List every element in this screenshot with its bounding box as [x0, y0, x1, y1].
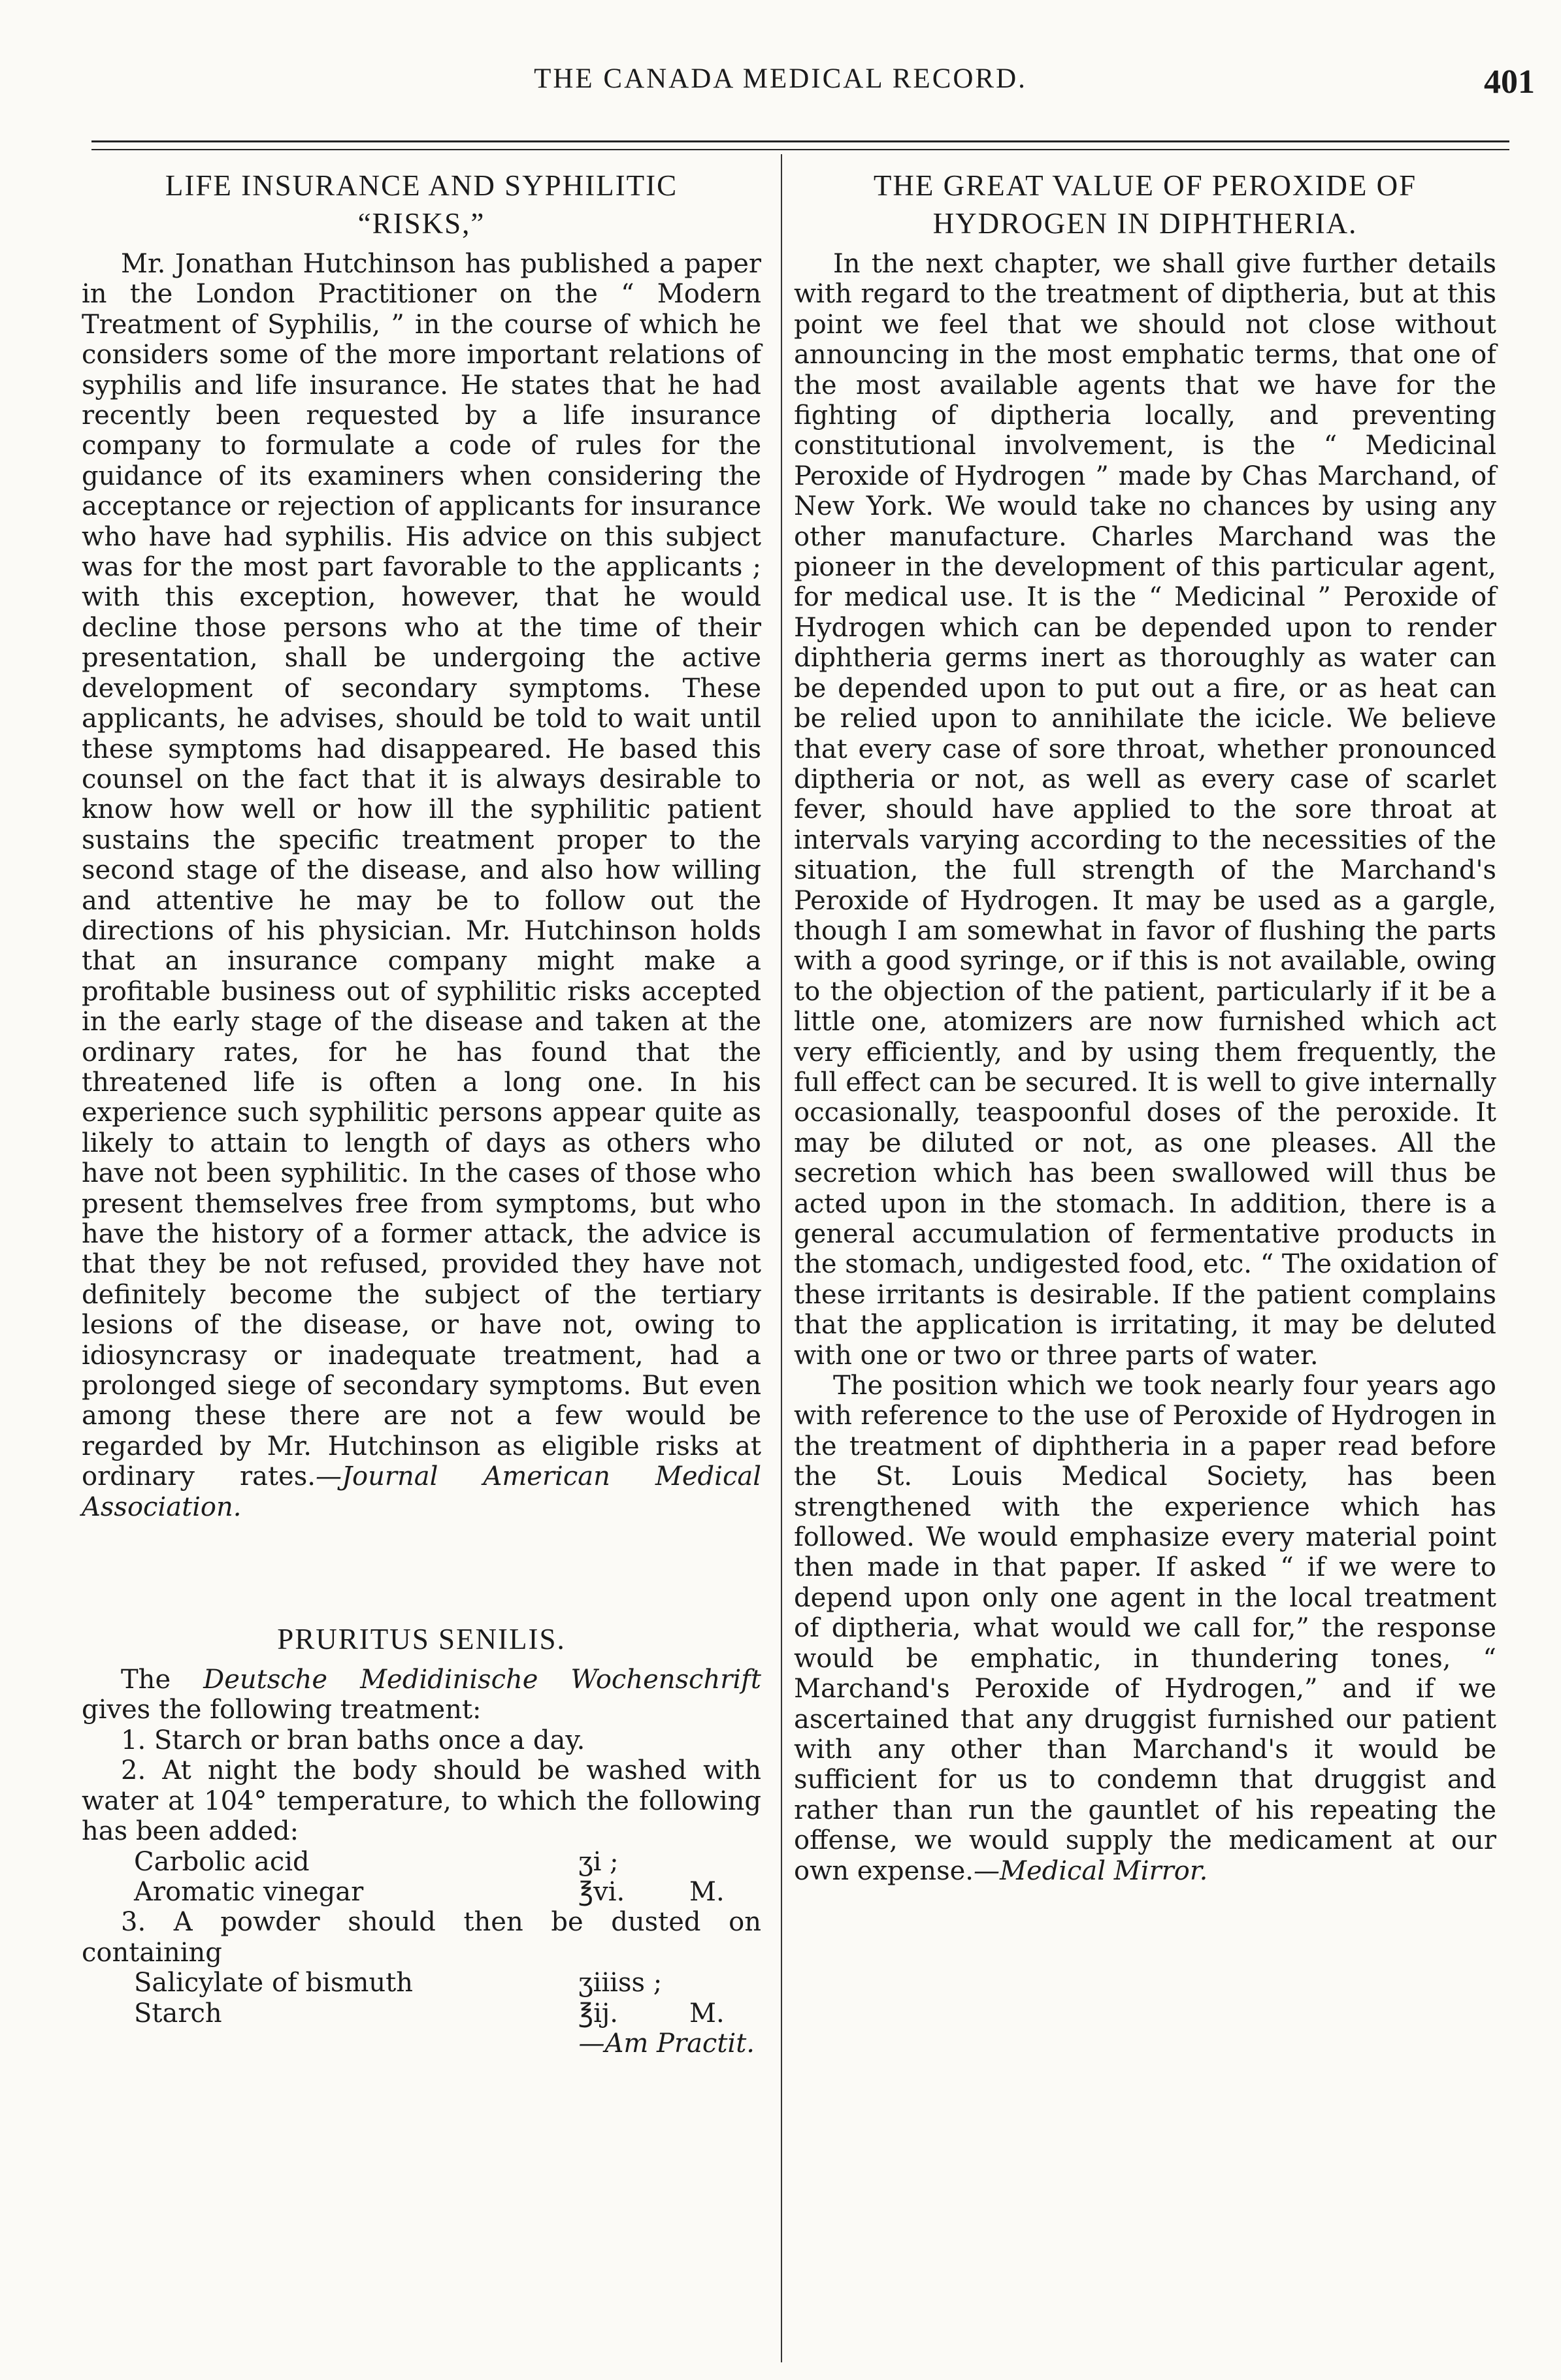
treatment-step-1: 1. Starch or bran baths once a day. [121, 1725, 585, 1755]
prescription-line [82, 1998, 761, 2029]
article-source: —Am Practit. [578, 2028, 755, 2059]
ingredient-mark [689, 1968, 755, 1998]
ingredient-dose: ʒiiiss ; [578, 1968, 663, 1998]
header-rule [91, 140, 1509, 142]
article-body [82, 249, 761, 1522]
prescription-2 [82, 1968, 761, 2029]
article-life-insurance [82, 167, 761, 1522]
treatment-intro [82, 1665, 761, 1725]
journal-name: Deutsche Medidinische Wochenschrift [203, 1665, 761, 1695]
article-spacer [82, 1522, 761, 1620]
treatment-step-3: 3. A powder should then be dusted on containing [82, 1907, 761, 1968]
left-column [82, 167, 761, 2059]
treatment-step-2: 2. At night the body should be washed with water at 104° temperature, to which the following has been added: [82, 1755, 761, 1847]
prescription-line [82, 1968, 761, 1998]
prescription-line [82, 1847, 761, 1877]
article-title [82, 167, 761, 242]
article-paragraph-2-text: The position which we took nearly four years ago with reference to the use of Peroxide of Hydrogen in the treatment of diphtheria in a paper read before the St. Louis Medical Society, has been strengthened with the experience which has followed. We would emphasize every material point then made in that paper. If asked “ if we were to depend upon only one agent in the local treatment of diptheria, what would we call for,” the response would be emphatic, in thundering tones, “ Marchand's Peroxide of Hydrogen,” and if we ascertained that any druggist furnished our patient with any other than Marchand's it would be sufficient for us to condemn that druggist and rather than run the gauntlet of his repeating the offense, we would supply the medicament at our own expense. [794, 1371, 1496, 1886]
column-divider [781, 154, 782, 2362]
ingredient-dose: ℥ij. [578, 1998, 619, 2029]
running-head [0, 63, 1561, 108]
prescription-1 [82, 1847, 761, 1908]
treatment-list [82, 1725, 761, 1847]
article-title-line-1: THE GREAT VALUE OF PEROXIDE OF [873, 169, 1417, 202]
ingredient-name: Aromatic vinegar [134, 1876, 364, 1907]
article-body-text: Mr. Jonathan Hutchinson has published a paper in the London Practitioner on the “ Modern Treatment of Syphilis, ” in the course of which he considers some of the more important relations of syphilis and life insurance. He states that he had recently been requested by a life insurance company to formulate a code of rules for the guidance of its examiners when considering the acceptance or rejection of applicants for insurance who have had syphilis. His advice on this subject was for the most part favorable to the applicants ; with this exception, however, that he would decline those persons who at the time of their presentation, shall be undergoing the active development of secondary symptoms. These applicants, he advises, should be told to wait until these symptoms had disappeared. He based this counsel on the fact that it is always desirable to know how well or how ill the syphilitic patient sustains the specific treatment proper to the second stage of the disease, and also how willing and attentive he may be to follow out the directions of his physician. Mr. Hutchinson holds that an insurance company might make a profitable business out of syphilitic risks accepted in the early stage of the disease and taken at the ordinary rates, for he has found that the threatened life is often a long one. In his experience such syphilitic persons appear quite as likely to attain to length of days as others who have not been syphilitic. In the cases of those who present themselves free from symptoms, but who have the history of a former attack, the advice is that they be not refused, provided they have not definitely become the subject of the tertiary lesions of the disease, or have not, owing to idiosyncrasy or inadequate treatment, had a prolonged siege of secondary symptoms. But even among these there are not a few would be regarded by Mr. Hutchinson as eligible risks at ordinary rates. [82, 249, 761, 1492]
article-pruritus-senilis [82, 1620, 761, 2059]
intro-prefix: The [121, 1665, 204, 1695]
article-title: PRURITUS SENILIS. [277, 1623, 566, 1656]
article-title [794, 167, 1496, 242]
ingredient-name: Salicylate of bismuth [134, 1968, 413, 1998]
page-number: 401 [1484, 63, 1535, 101]
article-peroxide-hydrogen [794, 167, 1496, 1886]
treatment-list-continued [82, 1907, 761, 1968]
prescription-line [82, 1877, 761, 1907]
ingredient-dose: ℥vi. [578, 1876, 625, 1907]
journal-title: THE CANADA MEDICAL RECORD. [534, 63, 1027, 94]
ingredient-mark: M. [689, 1876, 725, 1907]
article-source: —Medical Mirror. [973, 1855, 1208, 1886]
right-column [794, 167, 1496, 1886]
ingredient-mark: M. [689, 1998, 725, 2029]
article-paragraph-2 [794, 1371, 1496, 1886]
intro-suffix: gives the following treatment: [82, 1695, 482, 1725]
article-source: —Journal American Medical Association. [82, 1461, 761, 1522]
header-rule-thin [91, 149, 1509, 150]
article-title-line-2: HYDROGEN IN DIPHTHERIA. [932, 207, 1358, 240]
ingredient-dose: ʒi ; [578, 1846, 619, 1877]
ingredient-name: Starch [134, 1998, 222, 2029]
article-title-line-2: “RISKS,” [357, 207, 485, 240]
ingredient-name: Carbolic acid [134, 1846, 310, 1877]
ingredient-mark [689, 1847, 755, 1877]
article-paragraph-1: In the next chapter, we shall give further details with regard to the treatment of diptheria, but at this point we feel that we should not close without announcing in the most emphatic terms, that one of the most available agents that we have for the fighting of diptheria locally, and preventing constitutional involvement, is the “ Medicinal Peroxide of Hydrogen ” made by Chas Marchand, of New York. We would take no chances by using any other manufacture. Charles Marchand was the pioneer in the development of this particular agent, for medical use. It is the “ Medicinal ” Peroxide of Hydrogen which can be depended upon to render diphtheria germs inert as thoroughly as water can be depended upon to put out a fire, or as heat can be relied upon to annihilate the icicle. We believe that every case of sore throat, whether pronounced diptheria or not, as well as every case of scarlet fever, should have applied to the sore throat at intervals varying according to the necessities of the situation, the full strength of the Marchand's Peroxide of Hydrogen. It may be used as a gargle, though I am somewhat in favor of flushing the parts with a good syringe, or if this is not available, owing to the objection of the patient, particularly if it be a little one, atomizers are now furnished which act very efficiently, and by using them frequently, the full effect can be secured. It is well to give internally occasionally, teaspoonful doses of the peroxide. It may be diluted or not, as one pleases. All the secretion which has been swallowed will thus be acted upon in the stomach. In addition, there is a general accumulation of fermentative products in the stomach, undigested food, etc. “ The oxidation of these irritants is desirable. If the patient complains that the application is irritating, it may be deluted with one or two or three parts of water. [794, 249, 1496, 1371]
article-title-line-1: LIFE INSURANCE AND SYPHILITIC [165, 169, 678, 202]
